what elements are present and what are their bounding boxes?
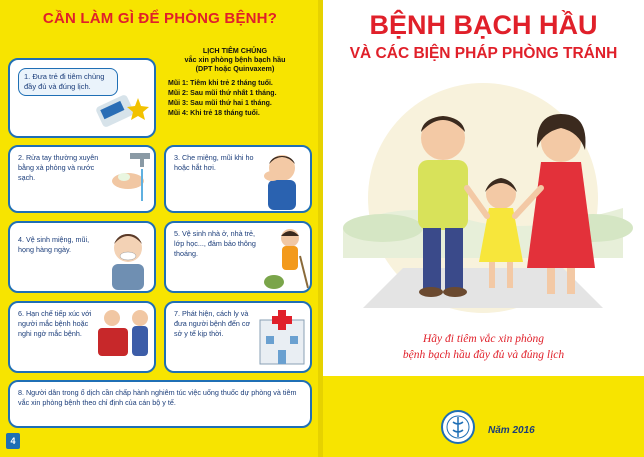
step4-panel <box>8 221 156 293</box>
step7-text: 7. Phát hiện, cách ly và đưa người bệnh đến cơ sở y tế kịp thời. <box>174 309 251 338</box>
step2-text: 2. Rửa tay thường xuyên bằng xà phòng và nước sạch. <box>18 153 99 182</box>
step3-panel <box>164 145 312 213</box>
schedule-row: Mũi 2: Sau mũi thứ nhất 1 tháng. <box>168 90 277 97</box>
step3-text: 3. Che miệng, mũi khi ho hoặc hắt hơi. <box>174 153 254 172</box>
left-title: CẦN LÀM GÌ ĐỂ PHÒNG BỆNH? <box>42 10 278 27</box>
mouth-hygiene-icon <box>100 226 156 292</box>
step5-panel <box>164 221 312 293</box>
health-logo-icon <box>441 410 475 444</box>
vaccination-schedule <box>160 46 310 119</box>
step5-text: 5. Vệ sinh nhà ở, nhà trẻ, lớp học..., đảm bảo thông thoáng. <box>174 229 256 258</box>
step2-panel <box>8 145 156 213</box>
step8-text: 8. Người dân trong ổ dịch cần chấp hành nghiêm túc việc uống thuốc dự phòng và tiêm vắc xin phòng bệnh theo chỉ định của cán bộ y tế. <box>18 388 297 407</box>
slogan-line2: bệnh bạch hầu đầy đủ và đúng lịch <box>402 349 565 361</box>
schedule-subtitle: vắc xin phòng bệnh bạch hầu <box>184 55 286 64</box>
schedule-subtitle2: (DPT hoặc Quinvaxem) <box>195 64 275 73</box>
avoid-contact-icon <box>92 306 156 372</box>
step4-text: 4. Vệ sinh miệng, mũi, họng hàng ngày. <box>18 235 90 254</box>
cover-slogan <box>323 331 644 363</box>
cough-icon <box>252 150 312 212</box>
cover-footer-band <box>323 376 644 457</box>
family-illustration <box>323 78 644 318</box>
schedule-title: LỊCH TIÊM CHỦNG <box>202 46 268 55</box>
step1-text: 1. Đưa trẻ đi tiêm chủng đầy đủ và đúng lịch. <box>18 68 118 96</box>
hospital-icon <box>252 306 312 372</box>
cover-subtitle: VÀ CÁC BIỆN PHÁP PHÒNG TRÁNH <box>349 45 618 62</box>
slogan-line1: Hãy đi tiêm vắc xin phòng <box>422 333 545 345</box>
vaccine-vial-icon <box>90 90 150 138</box>
step1-panel <box>8 58 156 138</box>
right-page <box>323 0 644 457</box>
handwash-icon <box>106 151 156 211</box>
step8-panel <box>8 380 312 428</box>
step6-text: 6. Hạn chế tiếp xúc với người mắc bệnh hoặc nghi ngờ mắc bệnh. <box>18 309 92 338</box>
cover-title: BỆNH BẠCH HẦU <box>369 10 598 40</box>
step6-panel <box>8 301 156 373</box>
cleaning-icon <box>260 226 312 292</box>
schedule-row: Mũi 1: Tiêm khi trẻ 2 tháng tuổi. <box>168 80 273 87</box>
left-page <box>0 0 320 457</box>
schedule-row: Mũi 3: Sau mũi thứ hai 1 tháng. <box>168 100 272 107</box>
schedule-row: Mũi 4: Khi trẻ 18 tháng tuổi. <box>168 110 260 117</box>
cover-year: Năm 2016 <box>488 425 535 436</box>
step7-panel <box>164 301 312 373</box>
page-number: 4 <box>6 433 20 449</box>
